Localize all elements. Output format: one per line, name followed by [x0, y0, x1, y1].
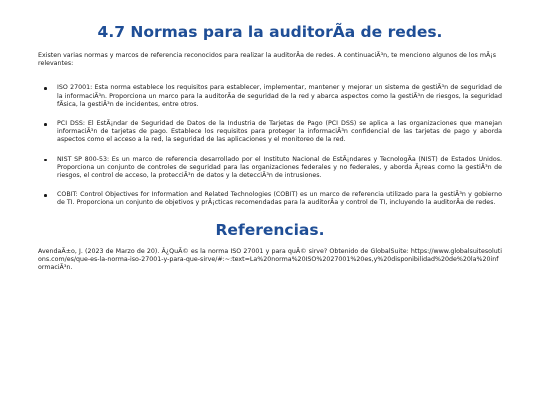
section-title: 4.7 Normas para la auditorÃa de redes. [97, 23, 443, 41]
standards-list [38, 84, 502, 207]
list-item-nist-sp-800-53: NIST SP 800-53: Es un marco de referencia desarrollado por el Instituto Nacional de EstÃ¡ndares y TecnologÃa (NIST) de Estados Unidos. Proporciona un conjunto de controles de seguridad para las organizaciones federales y no federales, y aborda Ã¡reas como la gestiÃ³n de riesgos, el control de acceso, la protecciÃ³n de datos y la detecciÃ³n de intrusiones. [52, 156, 502, 181]
list-item-pci-dss: PCI DSS: El EstÃ¡ndar de Seguridad de Datos de la Industria de Tarjetas de Pago (PCI DSS) se aplica a las organizaciones que manejan informaciÃ³n de tarjetas de pago. Establece los requisitos para proteger la informaciÃ³n confidencial de las tarjetas de pago y aborda aspectos como el acceso a la red, la seguridad de las aplicaciones y el monitoreo de la red. [52, 120, 502, 145]
references-title: Referencias. [215, 220, 325, 239]
list-item-cobit: COBIT: Control Objectives for Information and Related Technologies (COBIT) es un marco de referencia utilizado para la gestiÃ³n y gobierno de TI. Proporciona un conjunto de objetivos y prÃ¡cticas recomendadas para la auditorÃa y control de TI, incluyendo la auditorÃa de redes. [52, 191, 502, 207]
list-item-iso-27001: ISO 27001: Esta norma establece los requisitos para establecer, implementar, mantener y mejorar un sistema de gestiÃ³n de seguridad de la informaciÃ³n. Proporciona un marco para la auditorÃa de seguridad de la red y abarca aspectos como la gestiÃ³n de riesgos, la seguridad fÃsica, la gestiÃ³n de incidentes, entre otros. [52, 84, 502, 109]
reference-entry: AvendaÃ±o, J. (2023 de Marzo de 20). Â¿QuÃ© es la norma ISO 27001 y para quÃ© sirve? Obtenido de GlobalSuite: https://www.globalsuitesolutions.com/es/que-es-la-norma-iso-27001-y-para-que-sirve/#:~:text=La%20norma%20ISO%2027001%20es,y%20disponibilidad%20de%20la%20informaciÃ³n. [38, 247, 502, 272]
intro-paragraph: Existen varias normas y marcos de referencia reconocidos para realizar la auditorÃa de redes. A continuaciÃ³n, te menciono algunos de los mÃ¡s relevantes: [38, 52, 497, 68]
